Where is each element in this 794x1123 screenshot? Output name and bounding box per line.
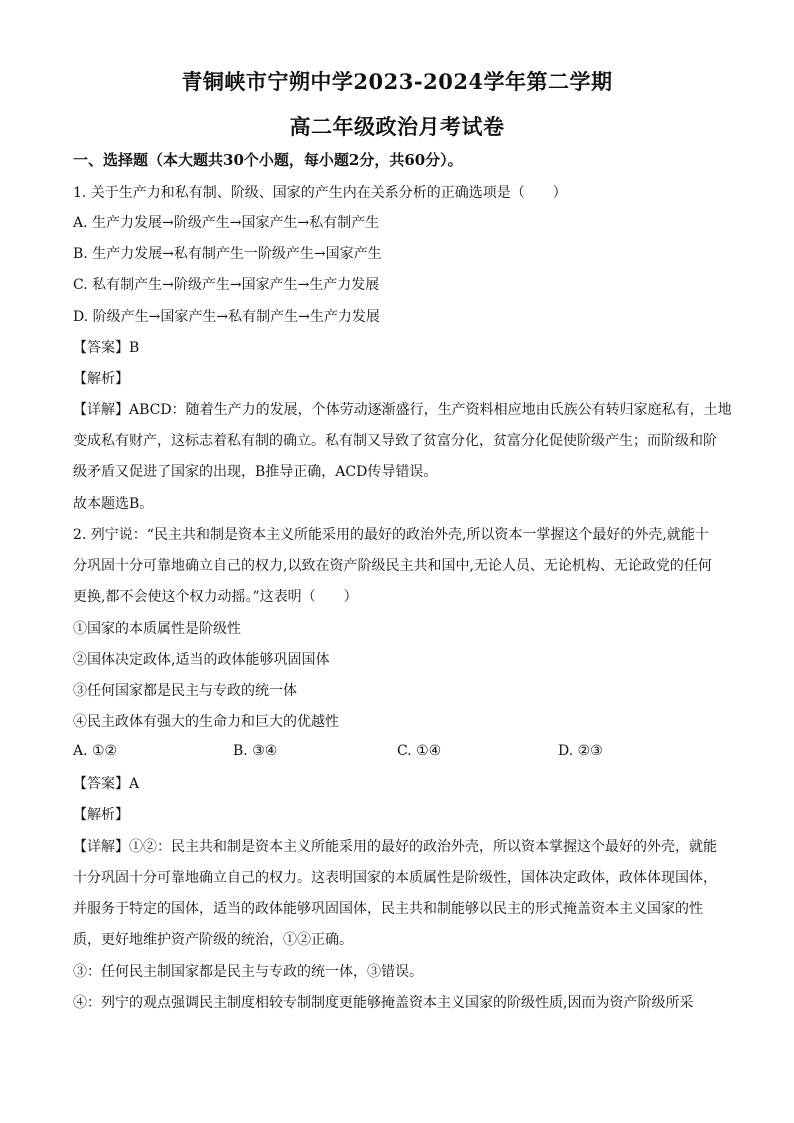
q2-detail-line4: 质，更好地维护资产阶级的统治，①②正确。 (73, 932, 353, 948)
q1-detail-line2: 变成私有财产，这标志着私有制的确立。私有制又导致了贫富分化，贫富分化促使阶级产生；而阶级和阶 (73, 433, 717, 449)
exam-title-line1: 青铜峡市宁朔中学2023-2024学年第二学期 (181, 69, 613, 94)
q1-detail-line3: 级矛盾又促进了国家的出现，B推导正确，ACD传导错误。 (73, 464, 438, 480)
q2-detail-line2: 十分巩固十分可靠地确立自己的权力。这表明国家的本质属性是阶级性，国体决定政体，政体体现国体， (73, 870, 717, 886)
q1-option-c: C. 私有制产生→阶级产生→国家产生→生产力发展 (73, 277, 380, 293)
exam-title-line2: 高二年级政治月考试卷 (289, 114, 505, 139)
q2-choice-c: C. ①④ (397, 743, 442, 759)
q1-answer: 【答案】B (73, 340, 140, 356)
q2-choices-row (73, 743, 733, 763)
q2-answer: 【答案】A (73, 776, 140, 792)
q2-statement-4: ④民主政体有强大的生命力和巨大的优越性 (73, 714, 339, 730)
q2-stem-line3: 更换,都不会使这个权力动摇。”这表明（ ） (73, 589, 358, 605)
q1-option-b: B. 生产力发展→私有制产生一阶级产生→国家产生 (73, 246, 382, 262)
q2-statement-1: ①国家的本质属性是阶级性 (73, 621, 241, 637)
q2-statement-2: ②国体决定政体,适当的政体能够巩固国体 (73, 652, 330, 668)
q2-detail-line5: ③：任何民主制国家都是民主与专政的统一体，③错误。 (73, 964, 423, 980)
q1-option-a: A. 生产力发展→阶级产生→国家产生→私有制产生 (73, 215, 380, 231)
q2-stem-line2: 分巩固十分可靠地确立自己的权力,以致在资产阶级民主共和国中,无论人员、无论机构、无论政党的任何 (73, 558, 712, 574)
q1-option-d: D. 阶级产生→国家产生→私有制产生→生产力发展 (73, 309, 380, 325)
q2-choice-d: D. ②③ (558, 743, 603, 759)
section-heading: 一、选择题（本大题共30个小题，每小题2分，共60分）。 (73, 151, 463, 169)
q1-stem: 1. 关于生产力和私有制、阶级、国家的产生内在关系分析的正确选项是（ ） (73, 185, 567, 201)
q2-choice-a: A. ①② (73, 743, 118, 759)
q2-detail-line1: 【详解】①②：民主共和制是资本主义所能采用的最好的政治外壳，所以资本掌握这个最好的外壳，就能 (73, 839, 717, 855)
q2-detail-line6: ④：列宁的观点强调民主制度相较专制制度更能够掩盖资本主义国家的阶级性质,因而为资产阶级所采 (73, 995, 694, 1011)
q2-detail-line3: 并服务于特定的国体，适当的政体能够巩固国体，民主共和制能够以民主的形式掩盖资本主义国家的性 (73, 901, 703, 917)
q2-statement-3: ③任何国家都是民主与专政的统一体 (73, 683, 297, 699)
q2-choice-b: B. ③④ (233, 743, 278, 759)
q1-analysis-label: 【解析】 (73, 371, 129, 387)
q1-detail-line1: 【详解】ABCD：随着生产力的发展，个体劳动逐渐盛行，生产资料相应地由氏族公有转归家庭私有，土地 (73, 402, 732, 418)
q2-stem-line1: 2. 列宁说：“民主共和制是资本主义所能采用的最好的政治外壳,所以资本一掌握这个最好的外壳,就能十 (73, 527, 709, 543)
q1-conclusion: 故本题选B。 (73, 496, 154, 512)
q2-analysis-label: 【解析】 (73, 807, 129, 823)
